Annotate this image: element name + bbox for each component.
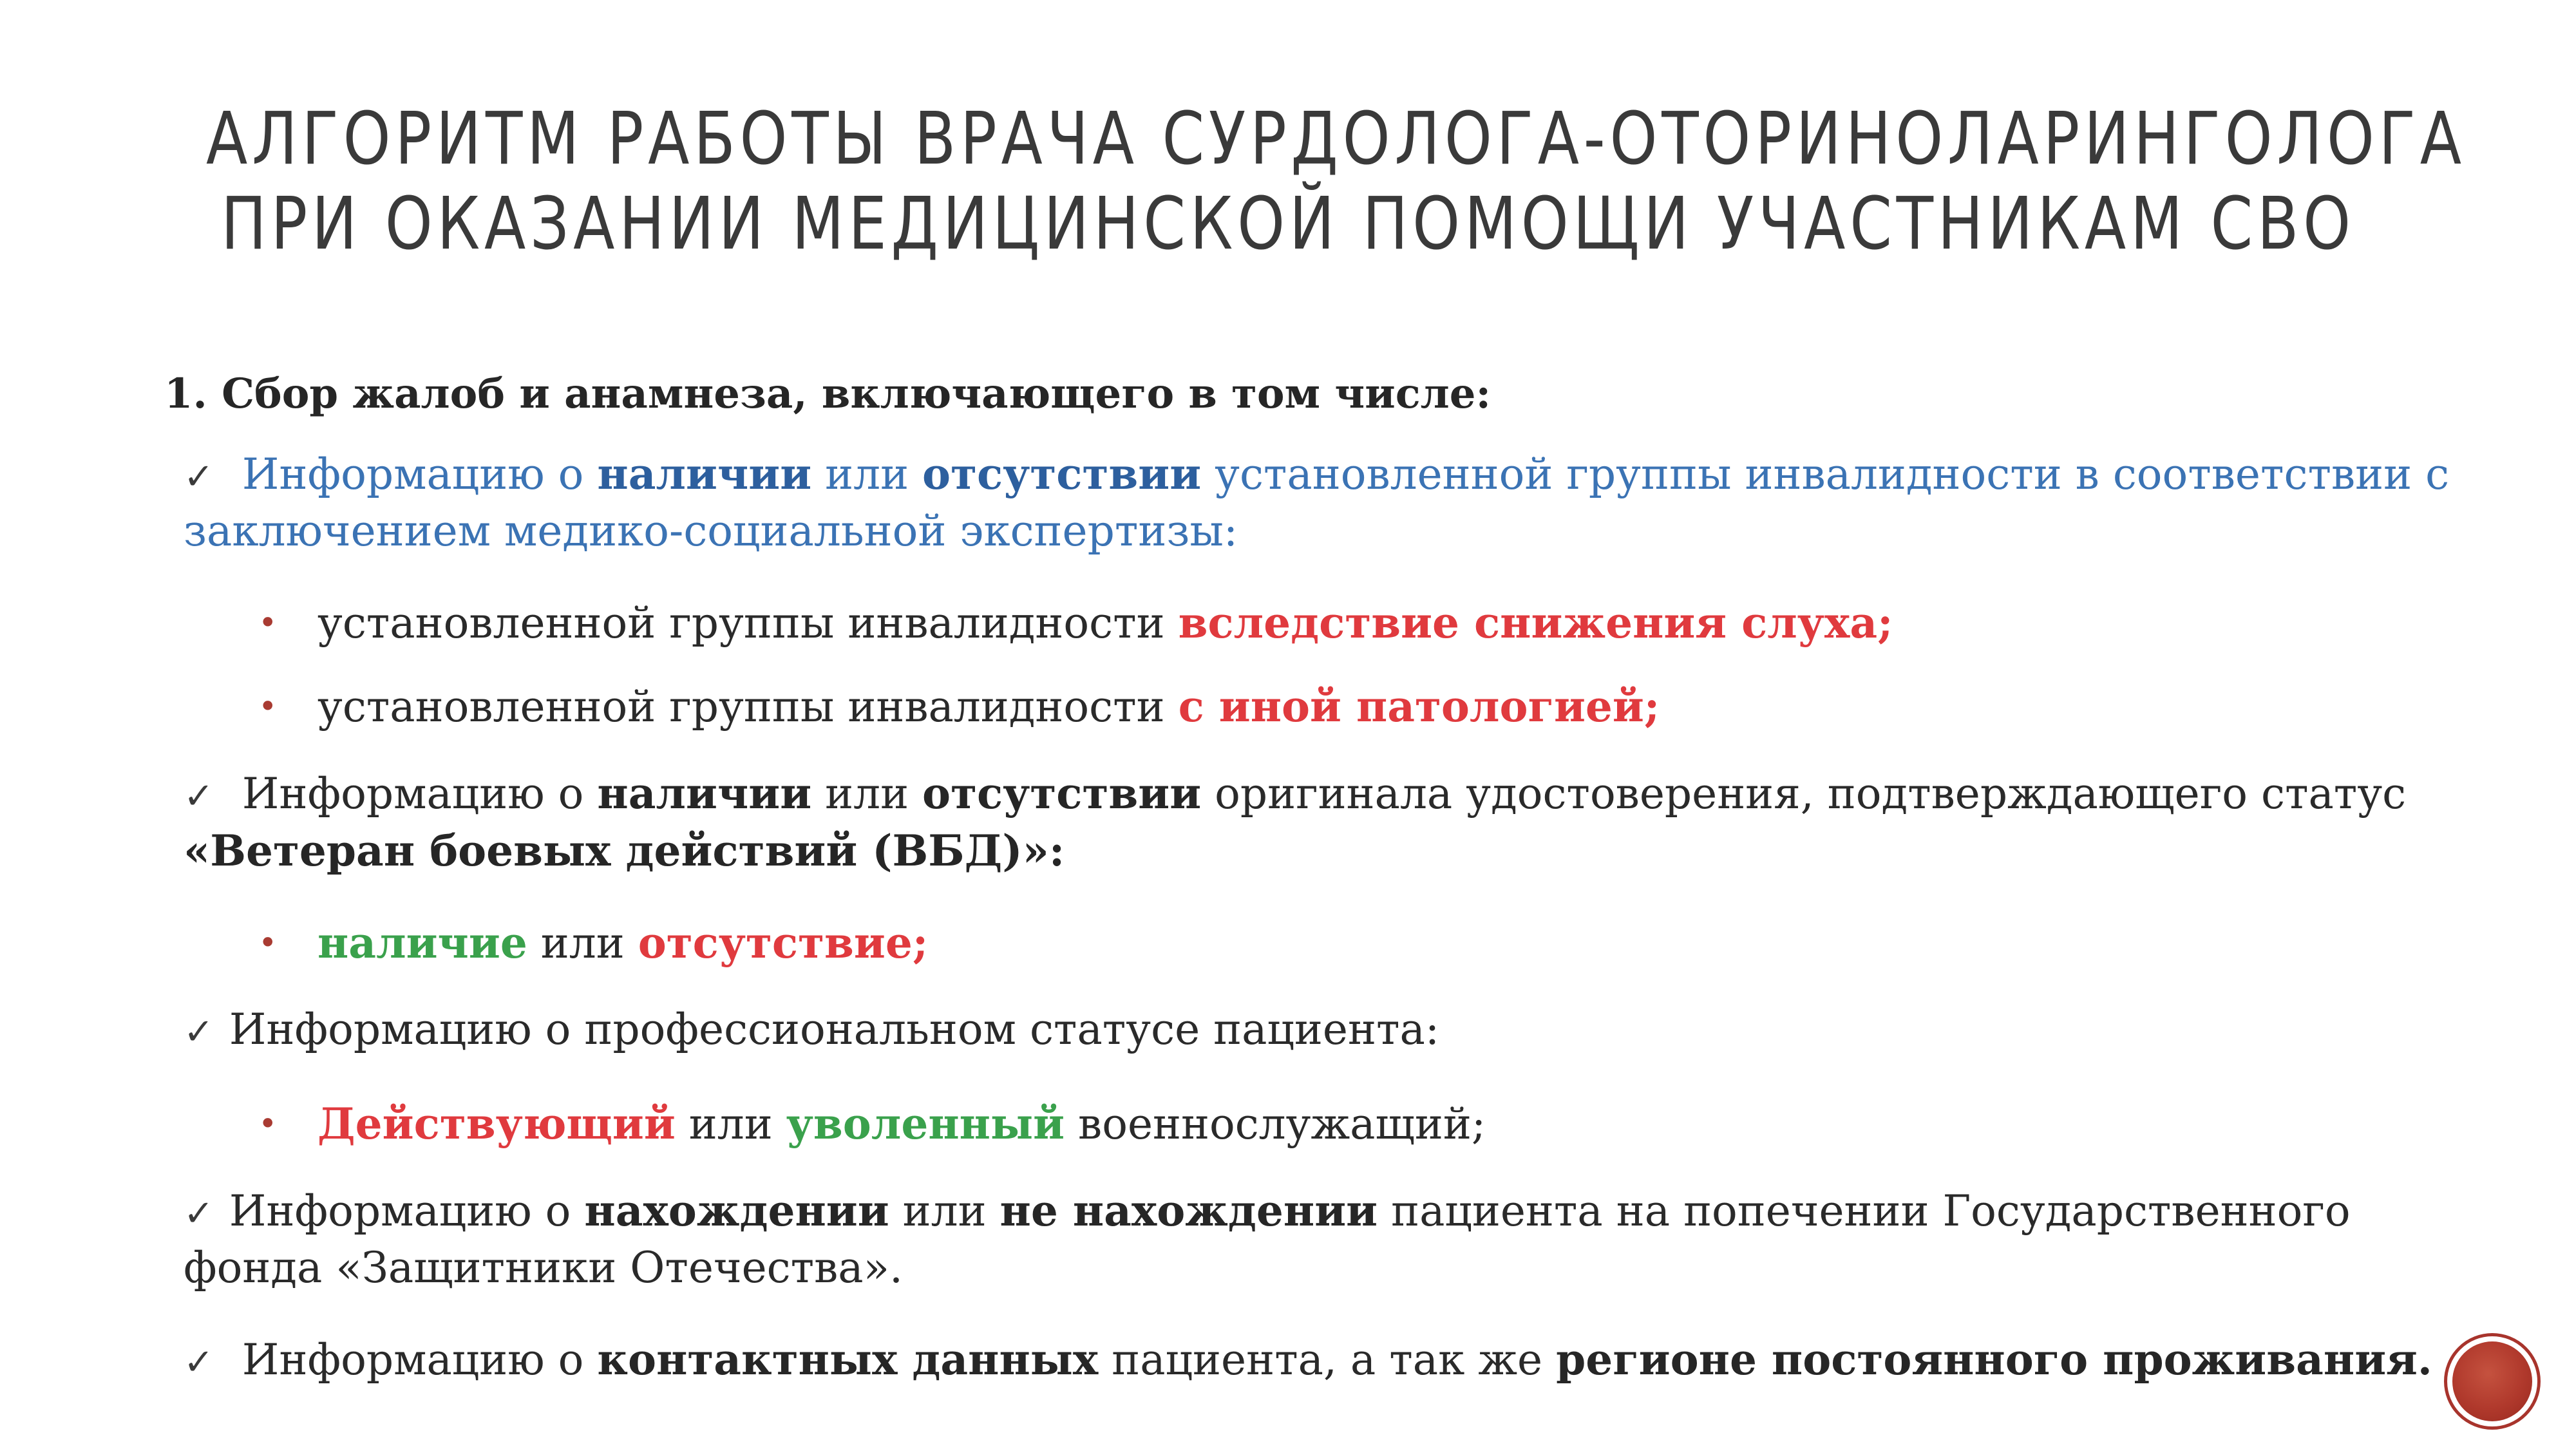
- bullet-icon: •: [258, 604, 278, 641]
- emphasis-text: отсутствие;: [638, 918, 929, 968]
- emphasis-text: нахождении: [584, 1186, 889, 1236]
- bullet-icon: •: [258, 1105, 278, 1142]
- checkmark-icon: ✓: [184, 1011, 214, 1053]
- checkmark-icon: ✓: [184, 775, 214, 817]
- emphasis-text: наличие: [317, 918, 527, 968]
- bullet-icon: •: [258, 688, 278, 725]
- text-segment: установленной группы инвалидности в соответствии с заключением медико-социальной экспертизы:: [184, 450, 2450, 556]
- text-segment: или: [811, 769, 923, 819]
- check-item-foundation-care: [164, 1184, 2457, 1295]
- title-line-1: АЛГОРИТМ РАБОТЫ ВРАЧА СУРДОЛОГА-ОТОРИНОЛАРИНГОЛОГА: [206, 97, 2466, 181]
- corner-badge-fill: [2452, 1341, 2532, 1421]
- emphasis-text: не нахождении: [999, 1186, 1378, 1236]
- sub-item-military-status: [164, 1097, 2457, 1151]
- emphasis-text: наличии: [597, 449, 812, 499]
- emphasis-text: уволенный: [786, 1099, 1065, 1149]
- text-segment: Информацию о: [242, 1335, 598, 1385]
- text-segment: или: [527, 918, 638, 968]
- emphasis-text: вследствие снижения слуха;: [1178, 598, 1893, 648]
- checkmark-icon: ✓: [184, 1341, 214, 1383]
- text-segment: или: [889, 1186, 1000, 1236]
- check-item-professional-status: [164, 1003, 2457, 1059]
- text-segment: Информацию о профессиональном статусе пациента:: [229, 1005, 1440, 1054]
- text-segment: установленной группы инвалидности: [317, 682, 1179, 732]
- text-segment: оригинала удостоверения, подтверждающего статус: [1201, 769, 2407, 819]
- text-segment: пациента, а так же: [1098, 1335, 1557, 1385]
- text-segment: Информацию о: [229, 1186, 585, 1236]
- text-segment: или: [811, 450, 923, 499]
- emphasis-text: «Ветеран боевых действий (ВБД)»:: [184, 826, 1065, 876]
- bullet-icon: •: [258, 924, 278, 961]
- text-segment: установленной группы инвалидности: [317, 598, 1179, 648]
- emphasis-text: Действующий: [317, 1099, 676, 1149]
- title-line-2: ПРИ ОКАЗАНИИ МЕДИЦИНСКОЙ ПОМОЩИ УЧАСТНИКАМ СВО: [221, 182, 2355, 266]
- sub-item-hearing-loss: [164, 596, 2457, 650]
- slide-title: [0, 97, 2576, 267]
- emphasis-text: наличии: [597, 768, 812, 819]
- slide-content: [164, 367, 2457, 1427]
- emphasis-text: отсутствии: [922, 768, 1202, 819]
- text-segment: пациента на попечении Государственного фонда «Защитники Отечества».: [184, 1186, 2351, 1293]
- check-item-veteran-certificate: [164, 766, 2457, 878]
- sub-list-professional: [164, 1097, 2457, 1151]
- checkmark-icon: ✓: [184, 1193, 214, 1235]
- emphasis-text: отсутствии: [922, 449, 1202, 499]
- text-segment: военнослужащий;: [1065, 1099, 1486, 1149]
- checkmark-icon: ✓: [184, 456, 214, 498]
- sub-item-other-pathology: [164, 679, 2457, 734]
- section-heading: 1. Сбор жалоб и анамнеза, включающего в том числе:: [164, 370, 1492, 418]
- emphasis-text: контактных данных: [597, 1334, 1099, 1385]
- text-segment: Информацию о: [242, 450, 598, 499]
- sub-list-veteran: [164, 916, 2457, 971]
- corner-badge-icon: [2444, 1333, 2541, 1430]
- check-item-disability-group: [164, 447, 2457, 558]
- sub-item-presence-absence: [164, 916, 2457, 971]
- emphasis-text: регионе постоянного проживания.: [1556, 1334, 2432, 1385]
- text-segment: или: [675, 1099, 786, 1149]
- text-segment: Информацию о: [242, 769, 598, 819]
- sub-list-disability: [164, 596, 2457, 734]
- check-item-contact-data: [164, 1332, 2457, 1390]
- emphasis-text: с иной патологией;: [1178, 681, 1660, 732]
